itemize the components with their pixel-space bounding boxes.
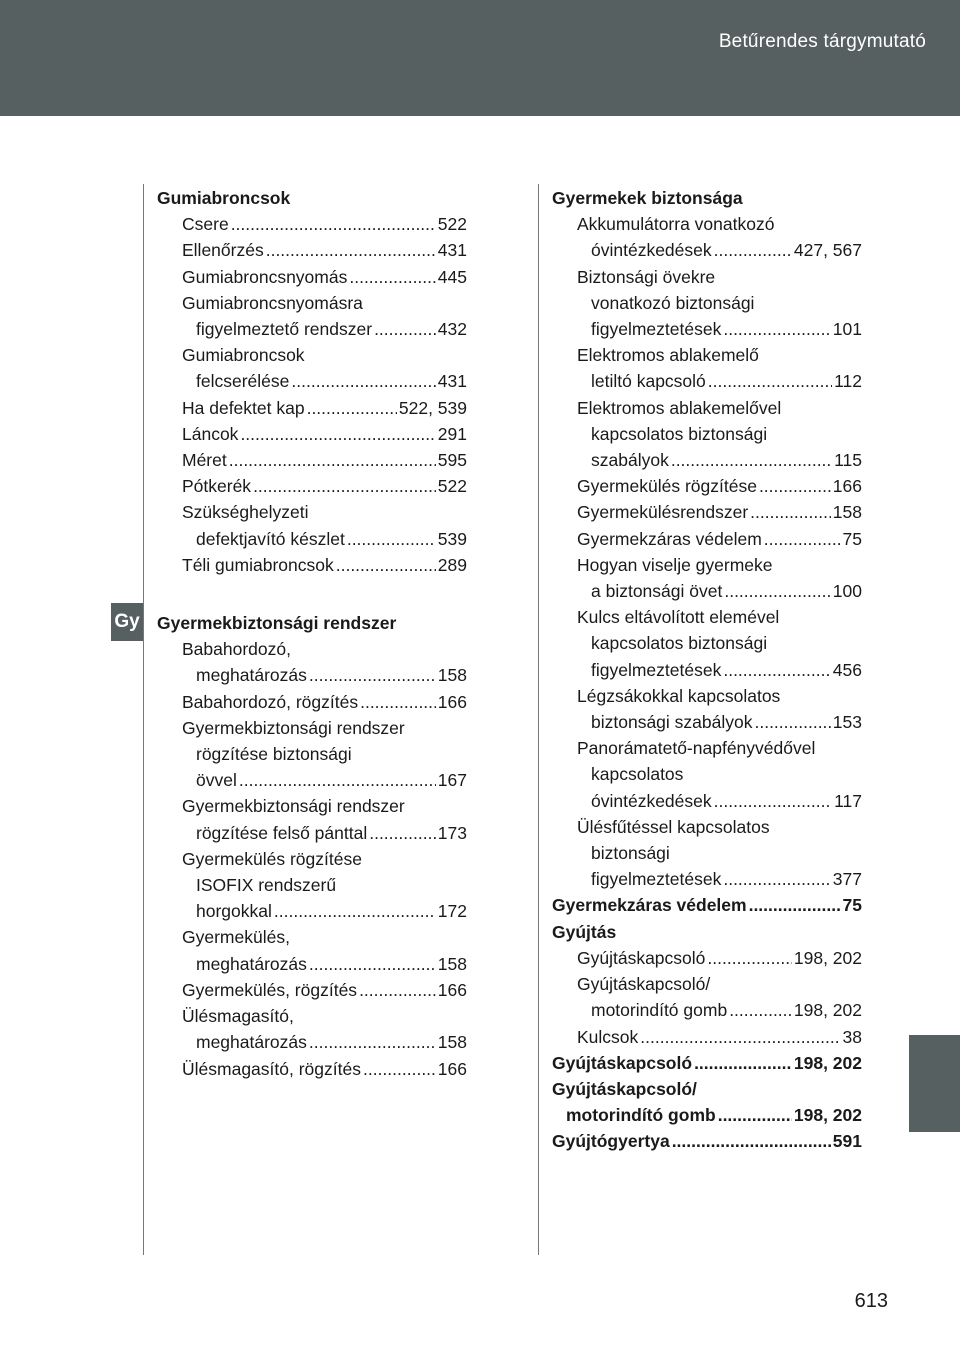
index-entry-text: defektjavító készlet — [196, 528, 345, 549]
index-entry-text: meghatározás — [196, 953, 307, 974]
index-entry-text: figyelmeztetések — [591, 319, 722, 340]
page-reference: 166 — [437, 979, 467, 1000]
index-entry-text: Ülésmagasító, rögzítés — [182, 1058, 361, 1079]
index-column-right — [552, 185, 862, 1155]
index-entry-text: övvel — [196, 770, 237, 791]
index-entry-text: figyelmeztetések — [591, 869, 722, 890]
page-reference: 166 — [832, 476, 862, 497]
index-entry-text: Szükséghelyzeti — [182, 502, 309, 523]
page-reference: 377 — [832, 869, 862, 890]
header-title: Betűrendes tárgymutató — [718, 31, 926, 52]
index-entry-text: Gyermekzáras védelem — [577, 528, 762, 549]
leader-dots — [723, 316, 830, 342]
index-entry-text: Kulcsok — [577, 1026, 639, 1047]
index-entry-text: Pótkerék — [182, 476, 252, 497]
index-entry-text: rögzítése felső pánttal — [196, 822, 368, 843]
index-entry-text: Gyújtáskapcsoló/ — [552, 1078, 697, 1099]
index-entry-text: Csere — [182, 214, 229, 235]
page-reference: 100 — [832, 581, 862, 602]
index-entry-text: óvintézkedések — [591, 240, 712, 261]
leader-dots — [347, 526, 436, 552]
index-entry-text: Gyújtás — [552, 921, 617, 942]
page-reference: 172 — [437, 901, 467, 922]
index-entry-text: Gumiabroncsok — [157, 188, 291, 208]
index-entry-text: horgokkal — [196, 901, 272, 922]
index-entry — [552, 185, 862, 211]
index-entry — [157, 473, 467, 499]
index-entry — [157, 1056, 467, 1082]
index-entry-text: Kulcs eltávolított elemével — [577, 607, 780, 628]
page-reference: 289 — [437, 554, 467, 575]
leader-dots — [640, 1024, 840, 1050]
index-entry-text: motorindító gomb — [566, 1105, 716, 1126]
page-reference: 166 — [437, 691, 467, 712]
index-entry-text: biztonsági — [591, 843, 670, 864]
leader-dots — [266, 237, 436, 263]
page-reference: 198, 202 — [793, 1052, 862, 1073]
page-reference: 431 — [437, 371, 467, 392]
index-entry-text: biztonsági szabályok — [591, 712, 753, 733]
page-reference: 522 — [437, 214, 467, 235]
index-entry — [157, 610, 467, 636]
index-entry-text: a biztonsági övet — [591, 581, 723, 602]
leader-dots — [759, 473, 831, 499]
index-entry — [157, 421, 467, 447]
index-entry — [552, 604, 862, 683]
index-entry-text: ISOFIX rendszerű — [196, 875, 337, 896]
index-entry-text: Gumiabroncsok — [182, 345, 305, 366]
leader-dots — [309, 1029, 436, 1055]
index-entry-text: Gyermekülés rögzítése — [577, 476, 757, 497]
leader-dots — [694, 1050, 792, 1076]
index-entry-text: rögzítése biztonsági — [196, 744, 352, 765]
leader-dots — [363, 1056, 436, 1082]
page-reference: 75 — [842, 895, 862, 916]
page-reference: 153 — [832, 712, 862, 733]
page-reference: 595 — [437, 450, 467, 471]
index-entry-text: Hogyan viselje gyermeke — [577, 554, 773, 575]
index-entry-text: Gyermekülés, rögzítés — [182, 979, 358, 1000]
leader-dots — [671, 447, 832, 473]
index-entry-text: meghatározás — [196, 1032, 307, 1053]
page-reference: 291 — [437, 423, 467, 444]
index-entry-text: Gumiabroncsnyomás — [182, 266, 348, 287]
index-entry-text: Babahordozó, — [182, 639, 291, 660]
index-entry-text: Ha defektet kap — [182, 397, 305, 418]
index-entry — [552, 473, 862, 499]
index-entry — [157, 846, 467, 925]
index-entry-text: Gyermekbiztonsági rendszer — [157, 613, 397, 634]
leader-dots — [307, 395, 397, 421]
leader-dots — [360, 689, 436, 715]
leader-dots — [724, 578, 830, 604]
index-entry-text: letiltó kapcsoló — [591, 371, 706, 392]
page-reference: 158 — [437, 953, 467, 974]
index-entry — [157, 715, 467, 794]
index-entry — [157, 395, 467, 421]
leader-dots — [309, 662, 436, 688]
page-reference: 539 — [437, 528, 467, 549]
column-divider-middle — [538, 184, 539, 1255]
leader-dots — [764, 526, 841, 552]
index-entry — [552, 735, 862, 814]
leader-dots — [369, 820, 436, 846]
index-entry-text: Gyermekek biztonsága — [552, 188, 743, 208]
index-entry — [157, 211, 467, 237]
index-entry-text: Gyermekülés rögzítése — [182, 848, 362, 869]
page-reference: 166 — [437, 1058, 467, 1079]
page-reference: 427, 567 — [793, 240, 862, 261]
section-tab: Gy — [111, 603, 143, 641]
index-entry — [157, 793, 467, 845]
index-entry — [552, 945, 862, 971]
index-entry-text: Méret — [182, 450, 227, 471]
index-entry — [157, 342, 467, 394]
index-entry-text: Ellenőrzés — [182, 240, 264, 261]
page-reference: 445 — [437, 266, 467, 287]
index-entry-text: Biztonsági övekre — [577, 266, 716, 287]
page-reference: 591 — [832, 1131, 862, 1152]
index-entry-text: Panorámatető-napfényvédővel — [577, 738, 816, 759]
page-reference: 198, 202 — [793, 1105, 862, 1126]
index-entry — [552, 1128, 862, 1154]
index-entry — [157, 237, 467, 263]
page-reference: 117 — [834, 790, 862, 811]
leader-dots — [336, 552, 436, 578]
page-reference: 173 — [437, 822, 467, 843]
page-reference: 522 — [437, 476, 467, 497]
index-entry-text: Légzsákokkal kapcsolatos — [577, 685, 781, 706]
index-entry-text: Elektromos ablakemelő — [577, 345, 759, 366]
index-entry — [552, 1024, 862, 1050]
index-entry — [552, 264, 862, 343]
page-reference: 115 — [834, 450, 862, 471]
index-entry — [552, 211, 862, 263]
page-reference: 112 — [834, 371, 862, 392]
index-entry — [552, 342, 862, 394]
page-reference: 158 — [832, 502, 862, 523]
page-reference: 432 — [437, 319, 467, 340]
page-reference: 431 — [437, 240, 467, 261]
leader-dots — [253, 473, 436, 499]
index-entry-text: vonatkozó biztonsági — [591, 292, 755, 313]
index-entry-text: Ülésmagasító, — [182, 1006, 294, 1027]
column-divider-left — [143, 184, 144, 1255]
leader-dots — [714, 237, 792, 263]
index-entry — [552, 395, 862, 474]
index-entry — [552, 683, 862, 735]
index-entry — [157, 636, 467, 688]
index-entry — [552, 526, 862, 552]
index-entry-text: Gyújtógyertya — [552, 1131, 670, 1152]
leader-dots — [239, 767, 436, 793]
leader-dots — [718, 1102, 792, 1128]
index-entry-text: Gyújtáskapcsoló — [577, 947, 706, 968]
index-entry-text: meghatározás — [196, 665, 307, 686]
page-reference: 101 — [832, 319, 862, 340]
index-entry-text: szabályok — [591, 450, 669, 471]
leader-dots — [714, 788, 832, 814]
index-entry — [552, 1076, 862, 1128]
leader-dots — [229, 447, 436, 473]
index-entry — [552, 552, 862, 604]
page-number: 613 — [854, 1290, 888, 1312]
leader-dots — [749, 892, 841, 918]
index-entry-text: kapcsolatos biztonsági — [591, 423, 768, 444]
index-entry-text: motorindító gomb — [591, 1000, 728, 1021]
leader-dots — [750, 499, 831, 525]
leader-dots — [708, 368, 832, 394]
leader-dots — [274, 898, 436, 924]
page-reference: 158 — [437, 1032, 467, 1053]
index-entry-text: Gyermekzáras védelem — [552, 895, 747, 916]
page-reference: 198, 202 — [793, 1000, 862, 1021]
leader-dots — [359, 977, 436, 1003]
index-entry-text: Gyermekülésrendszer — [577, 502, 749, 523]
page-reference: 75 — [842, 528, 862, 549]
index-entry — [552, 1050, 862, 1076]
page-reference: 38 — [842, 1026, 862, 1047]
index-entry-text: Gumiabroncsnyomásra — [182, 292, 363, 313]
leader-dots — [672, 1128, 831, 1154]
index-entry-text: Babahordozó, rögzítés — [182, 691, 359, 712]
index-entry-text: Akkumulátorra vonatkozó — [577, 214, 775, 235]
index-entry — [552, 919, 862, 945]
index-entry-text: Gyújtáskapcsoló/ — [577, 974, 711, 995]
chapter-edge-tab — [909, 1035, 960, 1132]
leader-dots — [291, 368, 435, 394]
index-entry-text: figyelmeztetések — [591, 659, 722, 680]
index-entry — [157, 977, 467, 1003]
leader-dots — [374, 316, 436, 342]
leader-dots — [723, 657, 830, 683]
index-entry — [157, 264, 467, 290]
index-entry — [552, 814, 862, 893]
leader-dots — [349, 264, 435, 290]
index-entry — [157, 499, 467, 551]
page-reference: 158 — [437, 665, 467, 686]
index-entry-text: Gyújtáskapcsoló — [552, 1052, 693, 1073]
index-entry-text: Gyermekbiztonsági rendszer — [182, 717, 405, 738]
index-entry — [157, 689, 467, 715]
index-entry — [157, 185, 467, 211]
header-band — [0, 0, 960, 116]
page-reference: 167 — [437, 770, 467, 791]
index-entry-text: Elektromos ablakemelővel — [577, 397, 782, 418]
index-entry-text: figyelmeztető rendszer — [196, 319, 373, 340]
leader-dots — [729, 997, 792, 1023]
index-entry — [157, 552, 467, 578]
leader-dots — [707, 945, 791, 971]
index-entry — [157, 1003, 467, 1055]
page-reference: 522, 539 — [398, 397, 467, 418]
index-entry-text: Ülésfűtéssel kapcsolatos — [577, 816, 770, 837]
index-entry-text: Gyermekbiztonsági rendszer — [182, 796, 405, 817]
index-entry — [552, 499, 862, 525]
index-entry-text: felcserélése — [196, 371, 290, 392]
index-entry-text: kapcsolatos — [591, 764, 684, 785]
page-reference: 198, 202 — [793, 947, 862, 968]
index-entry-text: Téli gumiabroncsok — [182, 554, 334, 575]
leader-dots — [754, 709, 830, 735]
index-entry-text: Gyermekülés, — [182, 927, 290, 948]
page-reference: 456 — [832, 659, 862, 680]
index-entry — [157, 447, 467, 473]
leader-dots — [309, 951, 436, 977]
leader-dots — [231, 211, 436, 237]
index-entry — [552, 892, 862, 918]
leader-dots — [723, 866, 830, 892]
index-entry — [552, 971, 862, 1023]
index-entry — [157, 924, 467, 976]
index-entry-text: Láncok — [182, 423, 239, 444]
index-entry — [157, 290, 467, 342]
index-column-left — [157, 185, 467, 1082]
index-entry-text: óvintézkedések — [591, 790, 712, 811]
leader-dots — [240, 421, 435, 447]
index-entry-text: kapcsolatos biztonsági — [591, 633, 768, 654]
